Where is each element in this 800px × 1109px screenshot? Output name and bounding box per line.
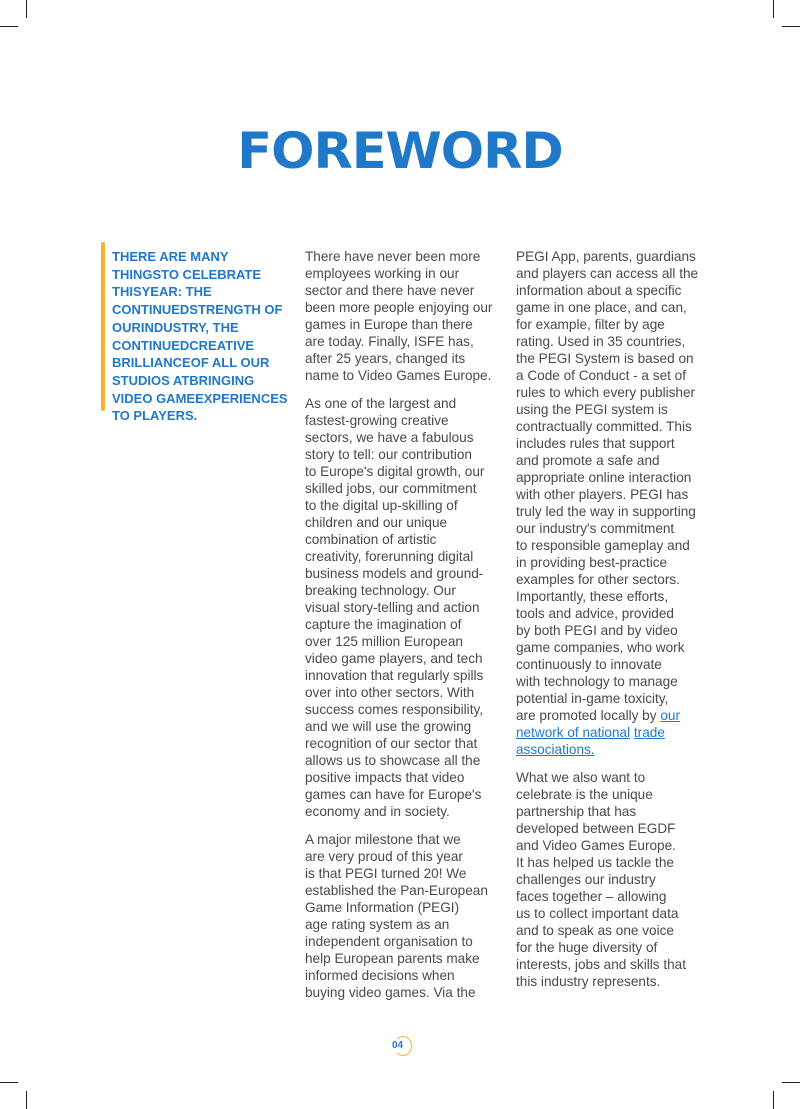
text-line: THERE ARE MANY THINGS (112, 249, 229, 282)
paragraph (305, 248, 505, 384)
text-line: recognition of our sector that (305, 736, 478, 751)
text-line: our industry's commitment (516, 521, 675, 536)
text-line: in providing best-practice (516, 555, 668, 570)
text-line: fastest-growing creative (305, 413, 449, 428)
crop-mark (782, 1082, 800, 1083)
text-line: examples for other sectors. (516, 572, 680, 587)
intro-accent-bar (101, 242, 105, 411)
text-line: PEGI App, parents, guardians (516, 249, 696, 264)
page-number-text: 04 (392, 1040, 404, 1051)
text-line: positive impacts that video (305, 770, 465, 785)
text-line: using the PEGI system is (516, 402, 668, 417)
text-line: truly led the way in supporting (516, 504, 696, 519)
text-line: rating. Used in 35 countries, (516, 334, 686, 349)
text-line: BRINGING VIDEO GAME (112, 372, 255, 406)
text-line: skilled jobs, our commitment (305, 481, 477, 496)
text-line: OF ALL OUR STUDIOS AT (112, 355, 270, 388)
intro-pullquote (112, 248, 292, 425)
text-line: continuously to innovate (516, 657, 662, 672)
text-line: with other players. PEGI has (516, 487, 689, 502)
text-line: game companies, who work (516, 640, 685, 655)
text-line: for example, filter by age (516, 317, 665, 332)
text-line: sectors, we have a fabulous (305, 430, 474, 445)
text-line: independent organisation to (305, 934, 473, 949)
text-line (516, 724, 716, 741)
text-line: informed decisions when (305, 968, 455, 983)
text-line: and players can access all the (516, 266, 699, 281)
text-line: CREATIVE BRILLIANCE (112, 337, 255, 371)
text-line: been more people enjoying our (305, 300, 493, 315)
text-line: faces together – allowing (516, 889, 667, 904)
crop-mark (782, 26, 800, 27)
text-line: sector and there have never (305, 283, 475, 298)
text-line: game in one place, and can, (516, 300, 687, 315)
text-line: combination of artistic (305, 532, 437, 547)
text-line: challenges our industry (516, 872, 656, 887)
text-line: Game Information (PEGI) (305, 900, 460, 915)
text-line: appropriate online interaction (516, 470, 692, 485)
paragraph (516, 769, 716, 990)
text-line: innovation that regularly spills (305, 668, 484, 683)
text-line: and we will use the growing (305, 719, 472, 734)
text-line (516, 707, 716, 724)
text-line: over into other sectors. With (305, 685, 475, 700)
text-line: a Code of Conduct - a set of (516, 368, 687, 383)
paragraph (305, 395, 505, 820)
text-line: buying video games. Via the (305, 985, 476, 1000)
text-line (516, 741, 716, 758)
text-line: visual story-telling and action (305, 600, 480, 615)
text-line: with technology to manage (516, 674, 678, 689)
text-line: As one of the largest and (305, 396, 457, 411)
text-line: by both PEGI and by video (516, 623, 678, 638)
text-line: breaking technology. Our (305, 583, 456, 598)
national-network-link[interactable]: network of national (516, 725, 631, 740)
text-line: this industry represents. (516, 974, 661, 989)
text-line: STRENGTH OF OUR (112, 302, 283, 335)
text-line: contractually committed. This (516, 419, 692, 434)
text-line: celebrate is the unique (516, 787, 653, 802)
text-line: It has helped us tackle the (516, 855, 674, 870)
text-line: to responsible gameplay and (516, 538, 690, 553)
crop-mark (26, 1091, 27, 1109)
crop-mark (26, 0, 27, 18)
crop-mark (773, 1091, 774, 1109)
text-line: What we also want to (516, 770, 646, 785)
text-line: TO CELEBRATE THIS (112, 266, 262, 300)
crop-mark (0, 26, 18, 27)
text-line: the PEGI System is based on (516, 351, 694, 366)
text-line: includes rules that support (516, 436, 675, 451)
text-fragment: are promoted locally by (516, 708, 661, 723)
text-line: video game players, and tech (305, 651, 483, 666)
text-line: name to Video Games Europe. (305, 368, 492, 383)
text-line: over 125 million European (305, 634, 463, 649)
text-line: developed between EGDF (516, 821, 676, 836)
crop-mark (773, 0, 774, 18)
page-number (388, 1035, 414, 1057)
text-line: A major milestone that we (305, 832, 461, 847)
text-line: established the Pan-European (305, 883, 488, 898)
text-line: tools and advice, provided (516, 606, 674, 621)
text-line: EXPERIENCES TO PLAYERS. (112, 390, 288, 424)
text-line: information about a specific (516, 283, 682, 298)
national-network-link[interactable]: our (660, 708, 680, 723)
text-line: for the huge diversity of (516, 940, 658, 955)
text-line: and Video Games Europe. (516, 838, 676, 853)
text-line: Importantly, these efforts, (516, 589, 669, 604)
text-line: interests, jobs and skills that (516, 957, 687, 972)
text-line: economy and in society. (305, 804, 450, 819)
trade-associations-link[interactable]: associations. (516, 742, 595, 757)
text-line: story to tell: our contribution (305, 447, 472, 462)
text-line: to the digital up-skilling of (305, 498, 458, 513)
text-line: creativity, forerunning digital (305, 549, 474, 564)
text-line: and promote a safe and (516, 453, 660, 468)
paragraph (305, 831, 505, 1001)
column-3 (516, 248, 716, 1001)
text-line: There have never been more (305, 249, 481, 264)
text-line: are very proud of this year (305, 849, 463, 864)
text-line: games in Europe than there (305, 317, 473, 332)
text-line: success comes responsibility, (305, 702, 484, 717)
text-line: and to speak as one voice (516, 923, 674, 938)
column-2 (305, 248, 505, 1012)
text-line: allows us to showcase all the (305, 753, 481, 768)
text-line: employees working in our (305, 266, 460, 281)
text-line: children and our unique (305, 515, 448, 530)
text-line: capture the imagination of (305, 617, 462, 632)
page-title: FOREWORD (237, 122, 563, 180)
paragraph (516, 248, 716, 758)
text-line: partnership that has (516, 804, 637, 819)
text-line: help European parents make (305, 951, 480, 966)
text-line: to Europe's digital growth, our (305, 464, 485, 479)
text-line: age rating system as an (305, 917, 450, 932)
text-line: YEAR: THE CONTINUED (112, 284, 212, 318)
text-line: is that PEGI turned 20! We (305, 866, 467, 881)
text-line: after 25 years, changed its (305, 351, 466, 366)
text-line: INDUSTRY, THE CONTINUED (112, 319, 239, 353)
text-line: games can have for Europe's (305, 787, 482, 802)
text-line: rules to which every publisher (516, 385, 696, 400)
text-line: business models and ground- (305, 566, 484, 581)
text-line: us to collect important data (516, 906, 679, 921)
crop-mark (0, 1082, 18, 1083)
text-line: potential in-game toxicity, (516, 691, 669, 706)
text-line: are today. Finally, ISFE has, (305, 334, 474, 349)
trade-associations-link[interactable]: trade (633, 725, 665, 740)
